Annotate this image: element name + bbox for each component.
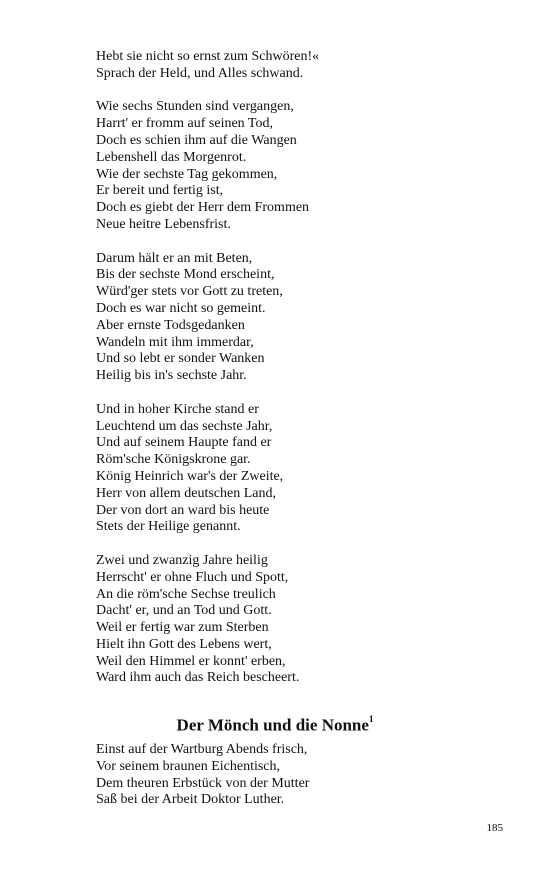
verse-line: Darum hält er an mit Beten, [96,250,253,266]
verse-line: Bis der sechste Mond erscheint, [96,267,275,283]
verse-line: Wandeln mit ihm immerdar, [96,334,254,350]
poem-continuation [96,49,496,704]
verse-line: Wie sechs Stunden sind vergangen, [96,99,294,115]
verse-line: Ward ihm auch das Reich bescheert. [96,670,300,686]
verse-line: Lebenshell das Morgenrot. [96,149,247,165]
verse-line: König Heinrich war's der Zweite, [96,468,284,484]
stanza [96,99,496,233]
poem-title [0,711,550,736]
verse-line: Stets der Heilige genannt. [96,519,241,535]
verse-line: Dacht' er, und an Tod und Gott. [96,603,272,619]
verse-line: Herr von allem deutschen Land, [96,485,276,501]
verse-line: Doch es schien ihm auf die Wangen [96,132,297,148]
verse-line: Zwei und zwanzig Jahre heilig [96,552,268,568]
poem-title-text: Der Mönch und die Nonne [176,715,369,735]
stanza [96,402,496,536]
verse-line: Und so lebt er sonder Wanken [96,351,265,367]
verse-line: Er bereit und fertig ist, [96,183,224,199]
verse-line: Weil er fertig war zum Sterben [96,620,269,636]
verse-line: Herrscht' er ohne Fluch und Spott, [96,569,289,585]
verse-line: Neue heitre Lebensfrist. [96,216,231,232]
verse-line: Der von dort an ward bis heute [96,502,270,518]
verse-line: An die röm'sche Sechse treulich [96,586,276,602]
verse-line: Vor seinem braunen Eichentisch, [96,758,281,774]
verse-line: Leuchtend um das sechste Jahr, [96,418,273,434]
verse-line: Hielt ihn Gott des Lebens wert, [96,636,272,652]
verse-line: Doch es giebt der Herr dem Frommen [96,200,310,216]
stanza [96,553,496,687]
verse-line: Hebt sie nicht so ernst zum Schwören!« [96,49,320,64]
verse-line: Würd'ger stets vor Gott zu treten, [96,284,283,300]
page-number: 185 [486,822,503,834]
verse-line: Wie der sechste Tag gekommen, [96,166,278,182]
verse-line: Heilig bis in's sechste Jahr. [96,368,247,384]
next-poem [96,742,496,809]
verse-line: Saß bei der Arbeit Doktor Luther. [96,792,285,808]
verse-line: Und in hoher Kirche stand er [96,401,259,417]
verse-line: Weil den Himmel er konnt' erben, [96,653,286,669]
stanza [96,251,496,385]
verse-line: Einst auf der Wartburg Abends frisch, [96,742,308,757]
verse-line: Sprach der Held, und Alles schwand. [96,65,304,81]
verse-line: Aber ernste Todsgedanken [96,317,245,333]
verse-line: Doch es war nicht so gemeint. [96,300,266,316]
stanza [96,49,496,83]
verse-line: Harrt' er fromm auf seinen Tod, [96,116,274,132]
verse-line: Und auf seinem Haupte fand er [96,435,272,451]
verse-line: Dem theuren Erbstück von der Mutter [96,775,310,791]
footnote-marker: 1 [368,714,374,724]
verse-line: Röm'sche Königskrone gar. [96,452,251,468]
